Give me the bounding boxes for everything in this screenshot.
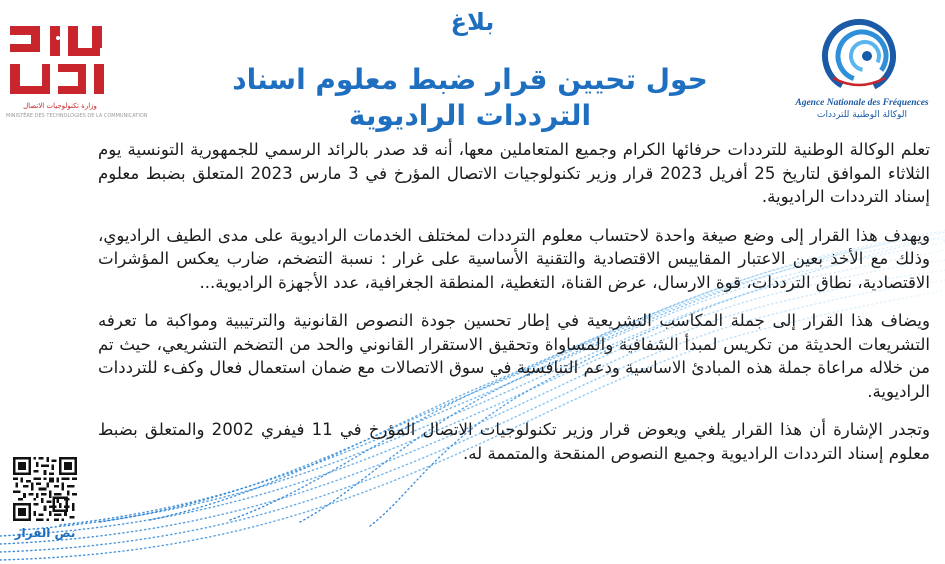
anf-name-french: Agence Nationale des Fréquences — [795, 98, 929, 108]
anf-emblem-icon — [819, 18, 899, 94]
notice-title: بلاغ — [450, 8, 495, 36]
body-paragraph-4: وتجدر الإشارة أن هذا القرار يلغي ويعوض قرار وزير تكنولوجيات الاتصال المؤرخ في 11 فيفري 2002 والمتعلق بضبط معلوم إسناد الترددات الراديوية وجميع النصوص المنقحة والمتممة له. — [98, 420, 931, 463]
body-paragraph-3: ويضاف هذا القرار إلى جملة المكاسب التشريعية في إطار تحسين جودة النصوص القانونية والترتيبية ومواكبة ما تعرفه التشريعات الحديثة من تكريس لمبدأ الشفافية والمساواة وتحقيق الاستقرار القانوني والحد من التضخم التشريعي، حيث تم من خلاله مراعاة جملة هذه المبادئ الاساسية ودعم التنافسية في سوق الاتصالات مع ضمان استعمال فعال وكفء للترددات الراديوية. — [98, 311, 930, 401]
body-paragraph-1: تعلم الوكالة الوطنية للترددات حرفائها الكرام وجميع المتعاملين معها، أنه قد صدر بالرائد الرسمي للجمهورية التونسية يوم الثلاثاء الموافق لتاريخ 25 أفريل 2023 قرار وزير تكنولوجيات الاتصال المؤرخ في 3 مارس 2023 المتعلق بضبط معلوم إسناد الترددات الراديوية. — [98, 140, 930, 206]
announcement-body — [98, 138, 930, 480]
anf-logo — [787, 18, 937, 126]
qr-code-label: نص القرار — [14, 526, 76, 540]
ministry-caption-arabic: وزارة تكنولوجيات الاتصال — [23, 102, 97, 110]
body-paragraph-2: ويهدف هذا القرار إلى وضع صيغة واحدة لاحتساب معلوم الترددات لمختلف الخدمات الراديوية على مدى الطيف الراديوي، وذلك مع الأخذ بعين الاعتبار المقاييس الاقتصادية والتقنية الأساسية على غرار : نسبة التضخم، ضارب يعكس المؤشرات الاقتصادية، نطاق الترددات، قوة الارسال، عرض القناة، التغطية، المنطقة الجغرافية، عدد الأجهزة الراديوية... — [98, 225, 930, 292]
anf-name-arabic: الوكالة الوطنية للترددات — [817, 110, 907, 120]
ministry-logo — [6, 22, 148, 124]
ministry-emblem-icon — [6, 22, 114, 102]
ministry-caption-french: MINISTÈRE DES TECHNOLOGIES DE LA COMMUNICATION — [6, 113, 148, 119]
notice-subject-title: حول تحيين قرار ضبط معلوم اسناد الترددات الراديوية — [232, 63, 708, 132]
qr-code[interactable] — [13, 457, 77, 521]
